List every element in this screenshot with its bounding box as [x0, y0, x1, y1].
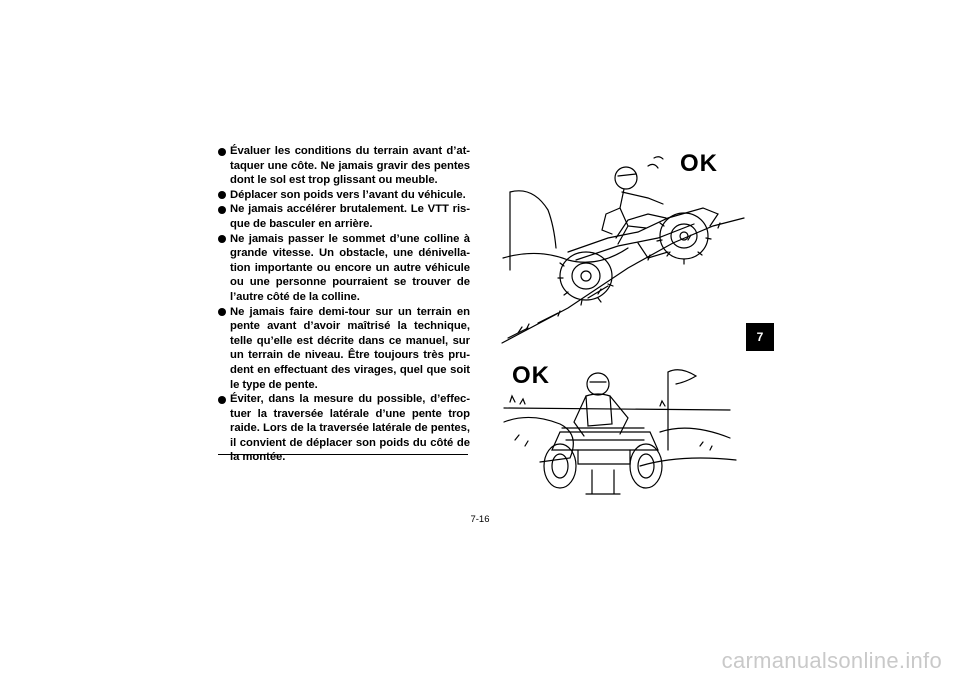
atv-uphill-drawing: [498, 148, 748, 348]
bullet-text: Évaluer les conditions du terrain avant d’at-taquer une côte. Ne jamais gravir des pentes dont le sol est trop glissant ou meuble.: [230, 145, 470, 187]
bullet-text: Ne jamais accélérer brutalement. Le VTT ris-que de basculer en arrière.: [230, 203, 470, 230]
bullet-text: Ne jamais passer le sommet d’une colline à grande vitesse. Un obstacle, une dénivella-tion importante ou encore un autre véhicule ou une personne pourraient se trouver de l’autre côté de la colline.: [230, 232, 470, 303]
atv-uphill-illustration: [498, 148, 748, 348]
bullet-dot-icon: [218, 308, 226, 316]
watermark-text: carmanualsonline.info: [721, 648, 942, 673]
section-end-rule: [218, 454, 468, 455]
bullet-text: Éviter, dans la mesure du possible, d’effec-tuer la traversée latérale d’une pente trop raide. Lors de la traversée latérale de pentes, il convient de déplacer son poids du côté de la montée.: [230, 393, 470, 464]
top-ok-label: OK: [680, 150, 718, 177]
bullet-dot-icon: [218, 396, 226, 404]
bullet-item: [218, 232, 470, 305]
bullet-dot-icon: [218, 191, 226, 199]
safety-bullet-list: [218, 144, 470, 465]
bullet-item: [218, 144, 470, 188]
bullet-item: [218, 188, 470, 203]
bullet-dot-icon: [218, 148, 226, 156]
page-number: 7-16: [470, 514, 490, 525]
bullet-item: [218, 202, 470, 231]
bullet-text: Déplacer son poids vers l’avant du véhicule.: [230, 188, 466, 201]
bottom-ok-label: OK: [512, 362, 550, 389]
bullet-dot-icon: [218, 235, 226, 243]
bullet-dot-icon: [218, 206, 226, 214]
bullet-text: Ne jamais faire demi-tour sur un terrain en pente avant d’avoir maîtrisé la technique, telle qu’elle est décrite dans ce manuel, sur un terrain de niveau. Être toujours très pru-dent en effectuant des virages, quel que soit le type de pente.: [230, 305, 470, 391]
bullet-item: [218, 305, 470, 393]
chapter-tab: 7: [746, 323, 774, 351]
